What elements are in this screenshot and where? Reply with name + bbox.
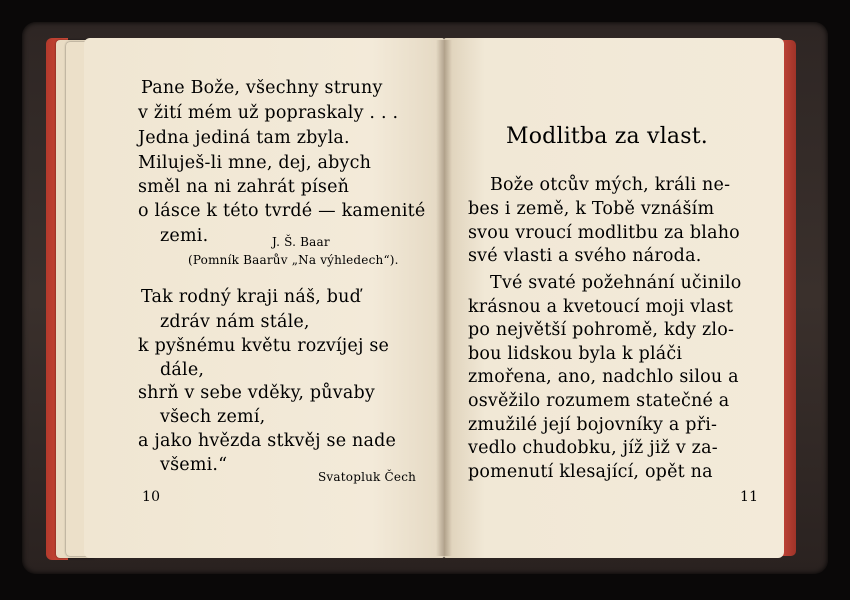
attribution-author: J. Š. Baar	[272, 235, 330, 249]
text-line: vedlo chudobku, jíž již v za-	[468, 438, 718, 458]
poem-line: zdráv nám stále,	[160, 312, 310, 332]
poem-line: shrň v sebe vděky, půvaby	[138, 383, 375, 403]
page-number: 10	[142, 489, 161, 505]
poem-line: směl na ni zahrát píseň	[138, 177, 350, 197]
poem-line: Jedna jediná tam zbyla.	[138, 128, 350, 148]
page-title: Modlitba za vlast.	[506, 124, 708, 149]
page-number: 11	[740, 489, 759, 505]
attribution-source: (Pomník Baarův „Na výhledech“).	[188, 253, 399, 267]
poem-line: a jako hvězda stkvěj se nade	[138, 431, 397, 451]
poem-line: Pane Bože, všechny struny	[141, 78, 383, 98]
poem-line: o lásce k této tvrdé — kamenité	[138, 201, 426, 221]
poem-line: Miluješ-li mne, dej, abych	[138, 153, 372, 173]
attribution-author: Svatopluk Čech	[318, 470, 417, 484]
poem-line: dále,	[160, 360, 205, 380]
poem-line: všech zemí,	[160, 407, 266, 427]
text-line: krásnou a kvetoucí moji vlast	[468, 297, 734, 317]
text-line: bou lidskou byla k pláči	[468, 344, 683, 364]
poem-line: v žití mém už popraskaly . . .	[138, 103, 399, 123]
poem-line: všemi.“	[160, 455, 228, 475]
poem-line: zemi.	[160, 226, 209, 246]
poem-line: k pyšnému květu rozvíjej se	[138, 336, 390, 356]
text-line: pomenutí klesající, opět na	[468, 462, 713, 482]
text-line: svou vroucí modlitbu za blaho	[468, 223, 740, 243]
text-line: Bože otcův mých, králi ne-	[490, 175, 731, 195]
poem-line: Tak rodný kraji náš, buď	[141, 287, 362, 307]
text-line: po největší pohromě, kdy zlo-	[468, 320, 735, 340]
text-line: zmužilé její bojovníky a při-	[468, 415, 718, 435]
book-gutter	[436, 40, 452, 556]
text-line: osvěžilo rozumem statečné a	[468, 391, 730, 411]
text-line: své vlasti a svého národa.	[468, 246, 702, 266]
text-line: Tvé svaté požehnání učinilo	[490, 273, 742, 293]
text-line: zmořena, ano, nadchlo silou a	[468, 367, 739, 387]
text-line: bes i země, k Tobě vznáším	[468, 199, 715, 219]
